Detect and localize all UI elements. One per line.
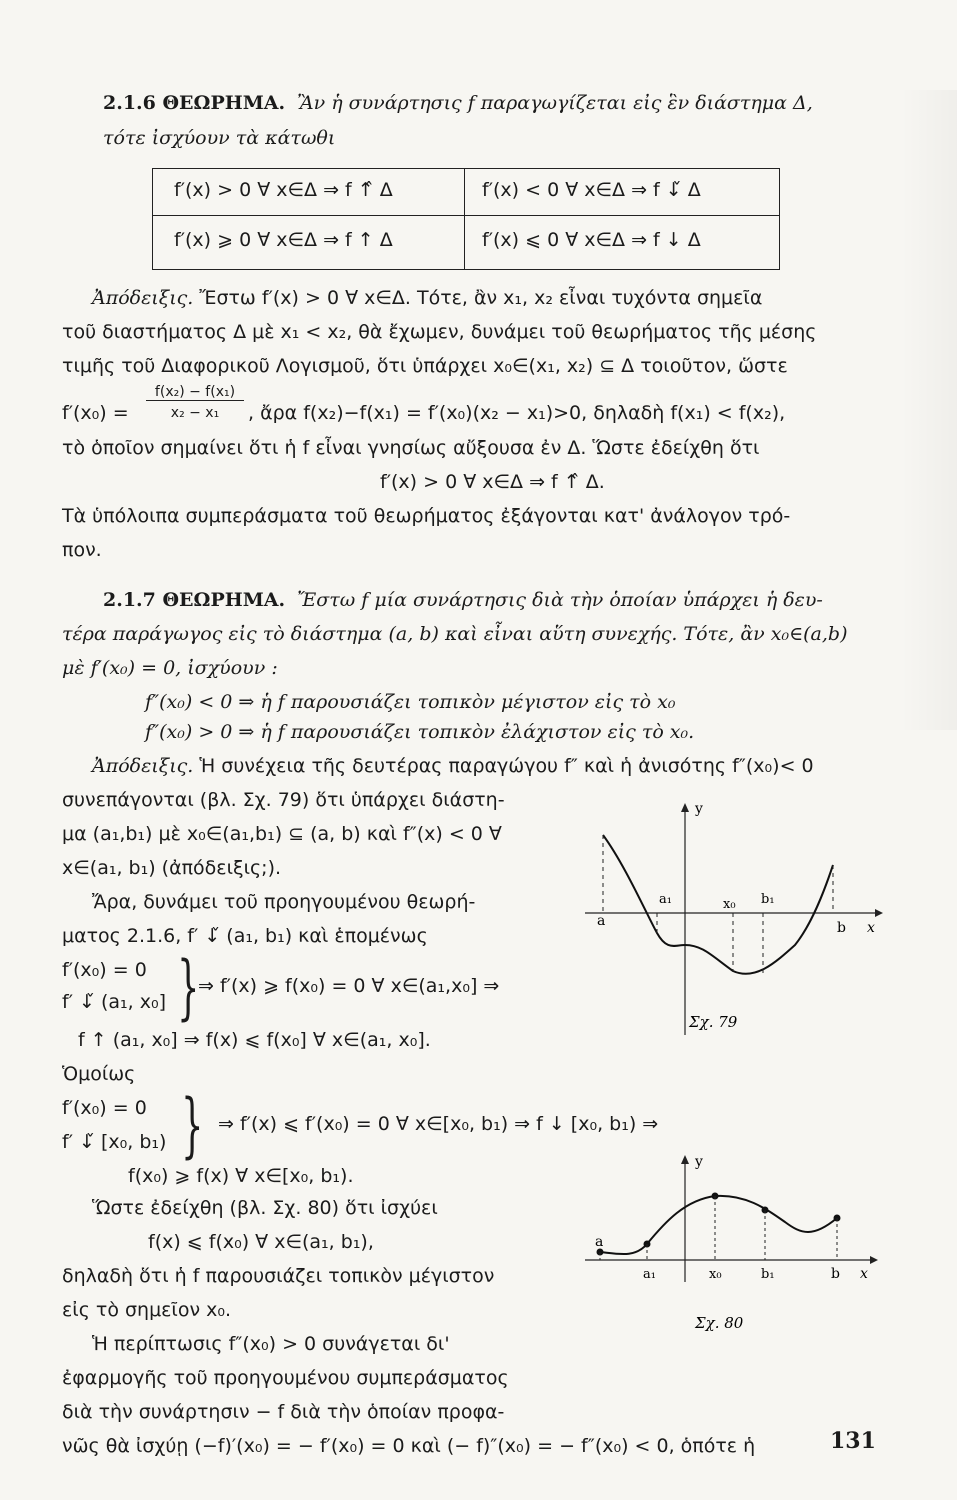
proof-line: f(x) ⩽ f(x₀) ∀ x∈(a₁, b₁), <box>148 1231 374 1253</box>
x-axis-arrow <box>870 1256 878 1264</box>
proof-line: τοῦ διαστήματος Δ μὲ x₁ < x₂, θὰ ἔχωμεν, δυνάμει τοῦ θεωρήματος τῆς μέσης <box>62 321 817 343</box>
proof-label: Ἀπόδειξις. <box>92 755 194 777</box>
proof-line: τὸ ὁποῖον σημαίνει ὅτι ἡ f εἶναι γνησίως αὔξουσα ἐν Δ. Ὥστε ἐδείχθη ὅτι <box>62 437 760 459</box>
proof-line: μα (a₁,b₁) μὲ x₀∈(a₁,b₁) ⊆ (a, b) καὶ f″(x) < 0 ∀ <box>62 823 502 845</box>
right-brace: } <box>177 946 200 1028</box>
monotonicity-table <box>152 168 780 270</box>
theorem-case: f″(x₀) > 0 ⇒ ἡ f παρουσιάζει τοπικὸν ἐλάχιστον εἰς τὸ x₀. <box>145 721 695 743</box>
proof-line: ματος 2.1.6, f′ ↓̌ (a₁, b₁) καὶ ἑπομένως <box>62 925 428 947</box>
theorem-heading: 2.1.7 ΘΕΩΡΗΜΑ. <box>103 589 286 611</box>
y-axis-arrow <box>681 803 689 812</box>
x-axis-arrow <box>875 909 883 917</box>
proof-line: Ἄρα, δυνάμει τοῦ προηγουμένου θεωρή- <box>92 891 476 913</box>
proof-line: τιμῆς τοῦ Διαφορικοῦ Λογισμοῦ, ὅτι ὑπάρχει x₀∈(x₁, x₂) ⊆ Δ τοιοῦτον, ὥστε <box>62 355 788 377</box>
right-brace: } <box>181 1084 204 1166</box>
system-line: f′(x₀) = 0 <box>62 959 147 981</box>
label-a: a <box>597 913 606 929</box>
system-next: f ↑ (a₁, x₀] ⇒ f(x) ⩽ f(x₀] ∀ x∈(a₁, x₀]. <box>78 1029 431 1051</box>
proof-line: Ἡ περίπτωσις f″(x₀) > 0 συνάγεται δι' <box>92 1333 450 1355</box>
figure-caption: Σχ. 79 <box>689 1013 738 1031</box>
figure-caption: Σχ. 80 <box>695 1314 744 1332</box>
proof-line: Ἀπόδειξις. Ἔστω f′(x) > 0 ∀ x∈Δ. Τότε, ἂν x₁, x₂ εἶναι τυχόντα σημεῖα <box>92 287 763 309</box>
system-result: ⇒ f′(x) ⩾ f(x₀) = 0 ∀ x∈(a₁,x₀] ⇒ <box>198 975 500 997</box>
label-x0: x₀ <box>709 1267 722 1282</box>
label-y: y <box>695 801 703 817</box>
table-cell: f′(x) > 0 ∀ x∈Δ ⇒ f ↑̂ Δ <box>174 179 393 201</box>
theorem-case: f″(x₀) < 0 ⇒ ἡ f παρουσιάζει τοπικὸν μέγιστον εἰς τὸ x₀ <box>145 691 676 713</box>
label-b1: b₁ <box>761 892 775 907</box>
proof-line: δηλαδὴ ὅτι ἡ f παρουσιάζει τοπικὸν μέγιστον <box>62 1265 495 1287</box>
label-a: a <box>595 1234 604 1250</box>
table-cell: f′(x) ⩾ 0 ∀ x∈Δ ⇒ f ↑ Δ <box>174 229 393 251</box>
label-a1: a₁ <box>659 892 672 907</box>
proof-line: Τὰ ὑπόλοιπα συμπεράσματα τοῦ θεωρήματος ἐξάγονται κατ' ἀνάλογον τρό- <box>62 505 791 527</box>
theorem-2-1-7: 2.1.7 ΘΕΩΡΗΜΑ. Ἔστω f μία συνάρτησις διὰ τὴν ὁποίαν ὑπάρχει ἡ δευ- <box>103 589 823 611</box>
proof-line: ἐφαρμογῆς τοῦ προηγουμένου συμπεράσματος <box>62 1367 509 1389</box>
system-next: f(x₀) ⩾ f(x) ∀ x∈[x₀, b₁). <box>128 1165 354 1187</box>
proof-line: εἰς τὸ σημεῖον x₀. <box>62 1299 232 1321</box>
proof-line: Ὁμοίως <box>62 1063 136 1085</box>
proof-line: , ἄρα f(x₂)−f(x₁) = f′(x₀)(x₂ − x₁)>0, δηλαδὴ f(x₁) < f(x₂), <box>248 402 786 424</box>
page-number: 131 <box>830 1428 876 1454</box>
label-b: b <box>837 920 846 936</box>
figure-80 <box>585 1150 885 1340</box>
bleed-through-shadow <box>900 90 957 730</box>
theorem-heading: 2.1.6 ΘΕΩΡΗΜΑ. <box>103 92 286 114</box>
label-a1: a₁ <box>643 1267 656 1282</box>
label-x: x <box>867 920 875 936</box>
theorem-statement: Ἂν ἡ συνάρτησις f παραγωγίζεται εἰς ἓν διάστημα Δ, <box>297 92 813 114</box>
table-cell: f′(x) < 0 ∀ x∈Δ ⇒ f ↓̌ Δ <box>482 179 701 201</box>
fraction-numerator: f(x₂) − f(x₁) <box>146 384 244 401</box>
proof-line: συνεπάγονται (βλ. Σχ. 79) ὅτι ὑπάρχει διάστη- <box>62 789 505 811</box>
label-b1: b₁ <box>761 1267 775 1282</box>
label-b: b <box>831 1266 840 1282</box>
system-result: ⇒ f′(x) ⩽ f′(x₀) = 0 ∀ x∈[x₀, b₁) ⇒ f ↓ [x₀, b₁) ⇒ <box>218 1113 659 1135</box>
y-axis-arrow <box>681 1155 689 1164</box>
proof-fraction-lhs: f′(x₀) = <box>62 402 129 424</box>
system-line: f′ ↓̌ [x₀, b₁) <box>62 1131 167 1153</box>
curve-79 <box>603 835 833 974</box>
theorem-line: τέρα παράγωγος εἰς τὸ διάστημα (a, b) καὶ εἶναι αὕτη συνεχής. Τότε, ἂν x₀∈(a,b) <box>62 623 848 645</box>
label-x0: x₀ <box>723 897 736 912</box>
label-x: x <box>860 1266 868 1282</box>
proof-label: Ἀπόδειξις. <box>92 287 194 309</box>
figure-79 <box>585 795 885 1045</box>
system-line: f′(x₀) = 0 <box>62 1097 147 1119</box>
label-y: y <box>695 1154 703 1170</box>
proof-line: Ὥστε ἐδείχθη (βλ. Σχ. 80) ὅτι ἰσχύει <box>92 1197 438 1219</box>
proof-line: Ἀπόδειξις. Ἡ συνέχεια τῆς δευτέρας παραγώγου f″ καὶ ἡ ἀνισότης f″(x₀)< 0 <box>92 755 814 777</box>
theorem-statement-cont: τότε ἰσχύουν τὰ κάτωθι <box>103 127 336 149</box>
theorem-line: μὲ f′(x₀) = 0, ἰσχύουν : <box>62 657 278 679</box>
theorem-2-1-6 <box>103 93 813 114</box>
proof-line: διὰ τὴν συνάρτησιν − f διὰ τὴν ὁποίαν προφα- <box>62 1401 505 1423</box>
proof-conclusion: f′(x) > 0 ∀ x∈Δ ⇒ f ↑̂ Δ. <box>380 471 605 493</box>
curve-80 <box>600 1196 837 1254</box>
proof-line: πον. <box>62 539 102 561</box>
table-cell: f′(x) ⩽ 0 ∀ x∈Δ ⇒ f ↓ Δ <box>482 229 701 251</box>
system-line: f′ ↓̌ (a₁, x₀] <box>62 991 167 1013</box>
proof-line: νῶς θὰ ἰσχύῃ (−f)′(x₀) = − f′(x₀) = 0 καὶ (− f)″(x₀) = − f″(x₀) < 0, ὁπότε ἡ <box>62 1435 756 1457</box>
fraction-denominator: x₂ − x₁ <box>170 405 220 421</box>
proof-line: x∈(a₁, b₁) (ἀπόδειξις;). <box>62 857 282 879</box>
